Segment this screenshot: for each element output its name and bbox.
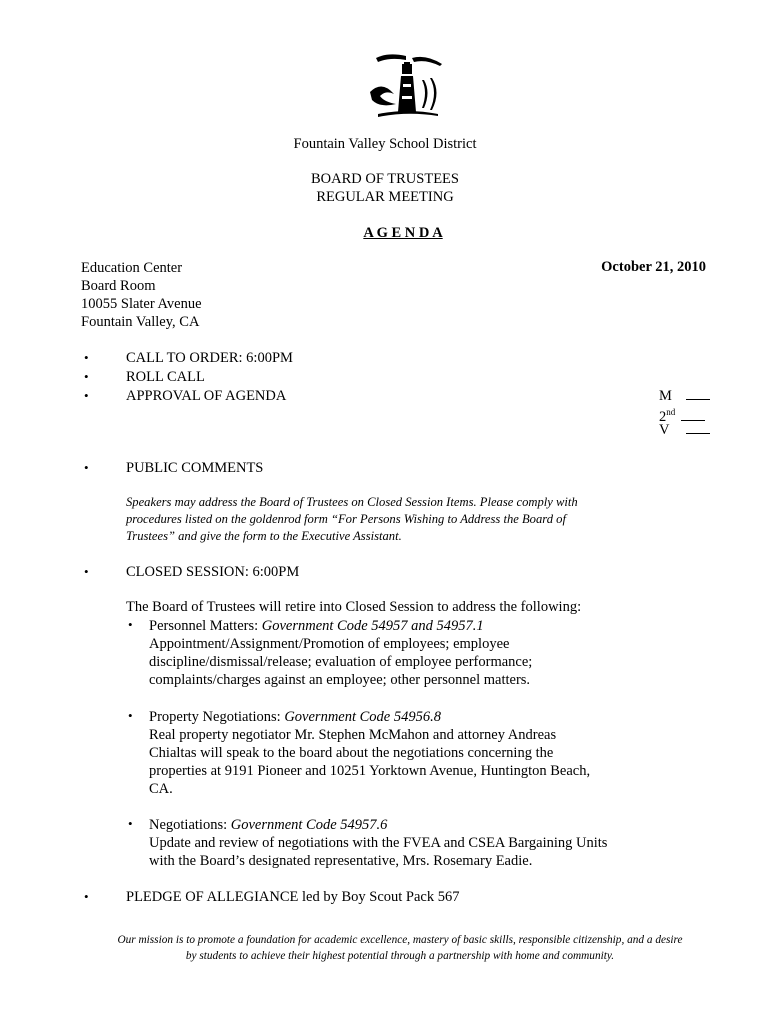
lighthouse-logo-icon: [368, 50, 446, 122]
negotiations-line: with the Board’s designated representative, Mrs. Rosemary Eadie.: [149, 853, 533, 869]
negotiations: [149, 816, 607, 870]
vote-vote-label: V: [659, 422, 670, 438]
note-line: Trustees” and give the form to the Executive Assistant.: [126, 529, 402, 543]
bullet-icon: •: [84, 369, 89, 384]
sub-bullet-icon: •: [128, 617, 133, 632]
property-negotiations: [149, 708, 590, 798]
vote-tally: [659, 387, 710, 438]
bullet-icon: •: [84, 388, 89, 403]
public-comments-note: [126, 494, 578, 545]
location-block: [81, 259, 202, 331]
bullet-icon: •: [84, 460, 89, 475]
agenda-title: A G E N D A: [363, 225, 443, 241]
vote-blank: [686, 421, 710, 434]
item-call-to-order: CALL TO ORDER: 6:00PM: [126, 350, 293, 366]
property-label: Property Negotiations:: [149, 709, 285, 725]
item-pledge: PLEDGE OF ALLEGIANCE led by Boy Scout Pack 567: [126, 889, 460, 905]
sub-bullet-icon: •: [128, 816, 133, 831]
sub-bullet-icon: •: [128, 708, 133, 723]
property-line: Chialtas will speak to the board about the negotiations concerning the: [149, 745, 554, 761]
personnel-line: Appointment/Assignment/Promotion of employees; employee: [149, 636, 510, 652]
item-roll-call: ROLL CALL: [126, 369, 205, 385]
negotiations-line: Update and review of negotiations with the FVEA and CSEA Bargaining Units: [149, 835, 608, 851]
mission-line: Our mission is to promote a foundation for academic excellence, mastery of basic skills, responsible citizenship, and a desire: [117, 934, 683, 946]
property-line: Real property negotiator Mr. Stephen McMahon and attorney Andreas: [149, 727, 557, 743]
note-line: Speakers may address the Board of Trustees on Closed Session Items. Please comply with: [126, 495, 578, 509]
item-approval-of-agenda: APPROVAL OF AGENDA: [126, 388, 287, 404]
property-line: CA.: [149, 781, 173, 797]
negotiations-code: Government Code 54957.6: [230, 817, 388, 833]
location-line: Fountain Valley, CA: [81, 314, 200, 330]
personnel-line: complaints/charges against an employee; other personnel matters.: [149, 672, 531, 688]
mission-statement: [60, 932, 740, 964]
bullet-icon: •: [84, 350, 89, 365]
vote-motion-label: M: [659, 388, 672, 404]
vote-blank: [686, 387, 710, 400]
property-line: properties at 9191 Pioneer and 10251 Yorktown Avenue, Huntington Beach,: [149, 763, 591, 779]
personnel-code: Government Code 54957 and 54957.1: [261, 618, 484, 634]
location-line: Board Room: [81, 278, 156, 294]
meeting-date: October 21, 2010: [601, 259, 706, 275]
item-closed-session: CLOSED SESSION: 6:00PM: [126, 564, 300, 580]
personnel-matters: [149, 617, 532, 689]
bullet-icon: •: [84, 564, 89, 579]
vote-second-label: 2: [659, 408, 667, 425]
personnel-line: discipline/dismissal/release; evaluation of employee performance;: [149, 654, 533, 670]
location-line: Education Center: [81, 260, 183, 276]
board-title: BOARD OF TRUSTEES: [311, 171, 459, 187]
bullet-icon: •: [84, 889, 89, 904]
district-name: Fountain Valley School District: [293, 136, 477, 152]
personnel-label: Personnel Matters:: [149, 618, 262, 634]
vote-second-suffix: nd: [666, 407, 676, 417]
vote-blank: [681, 408, 705, 421]
property-code: Government Code 54956.8: [284, 709, 441, 725]
item-public-comments: PUBLIC COMMENTS: [126, 460, 264, 476]
closed-session-intro: The Board of Trustees will retire into Closed Session to address the following:: [126, 599, 582, 615]
note-line: procedures listed on the goldenrod form “For Persons Wishing to Address the Board of: [126, 512, 566, 526]
meeting-type: REGULAR MEETING: [316, 189, 454, 205]
location-line: 10055 Slater Avenue: [81, 296, 202, 312]
mission-line: by students to achieve their highest potential through a partnership with home and community.: [185, 950, 615, 962]
negotiations-label: Negotiations:: [149, 817, 231, 833]
